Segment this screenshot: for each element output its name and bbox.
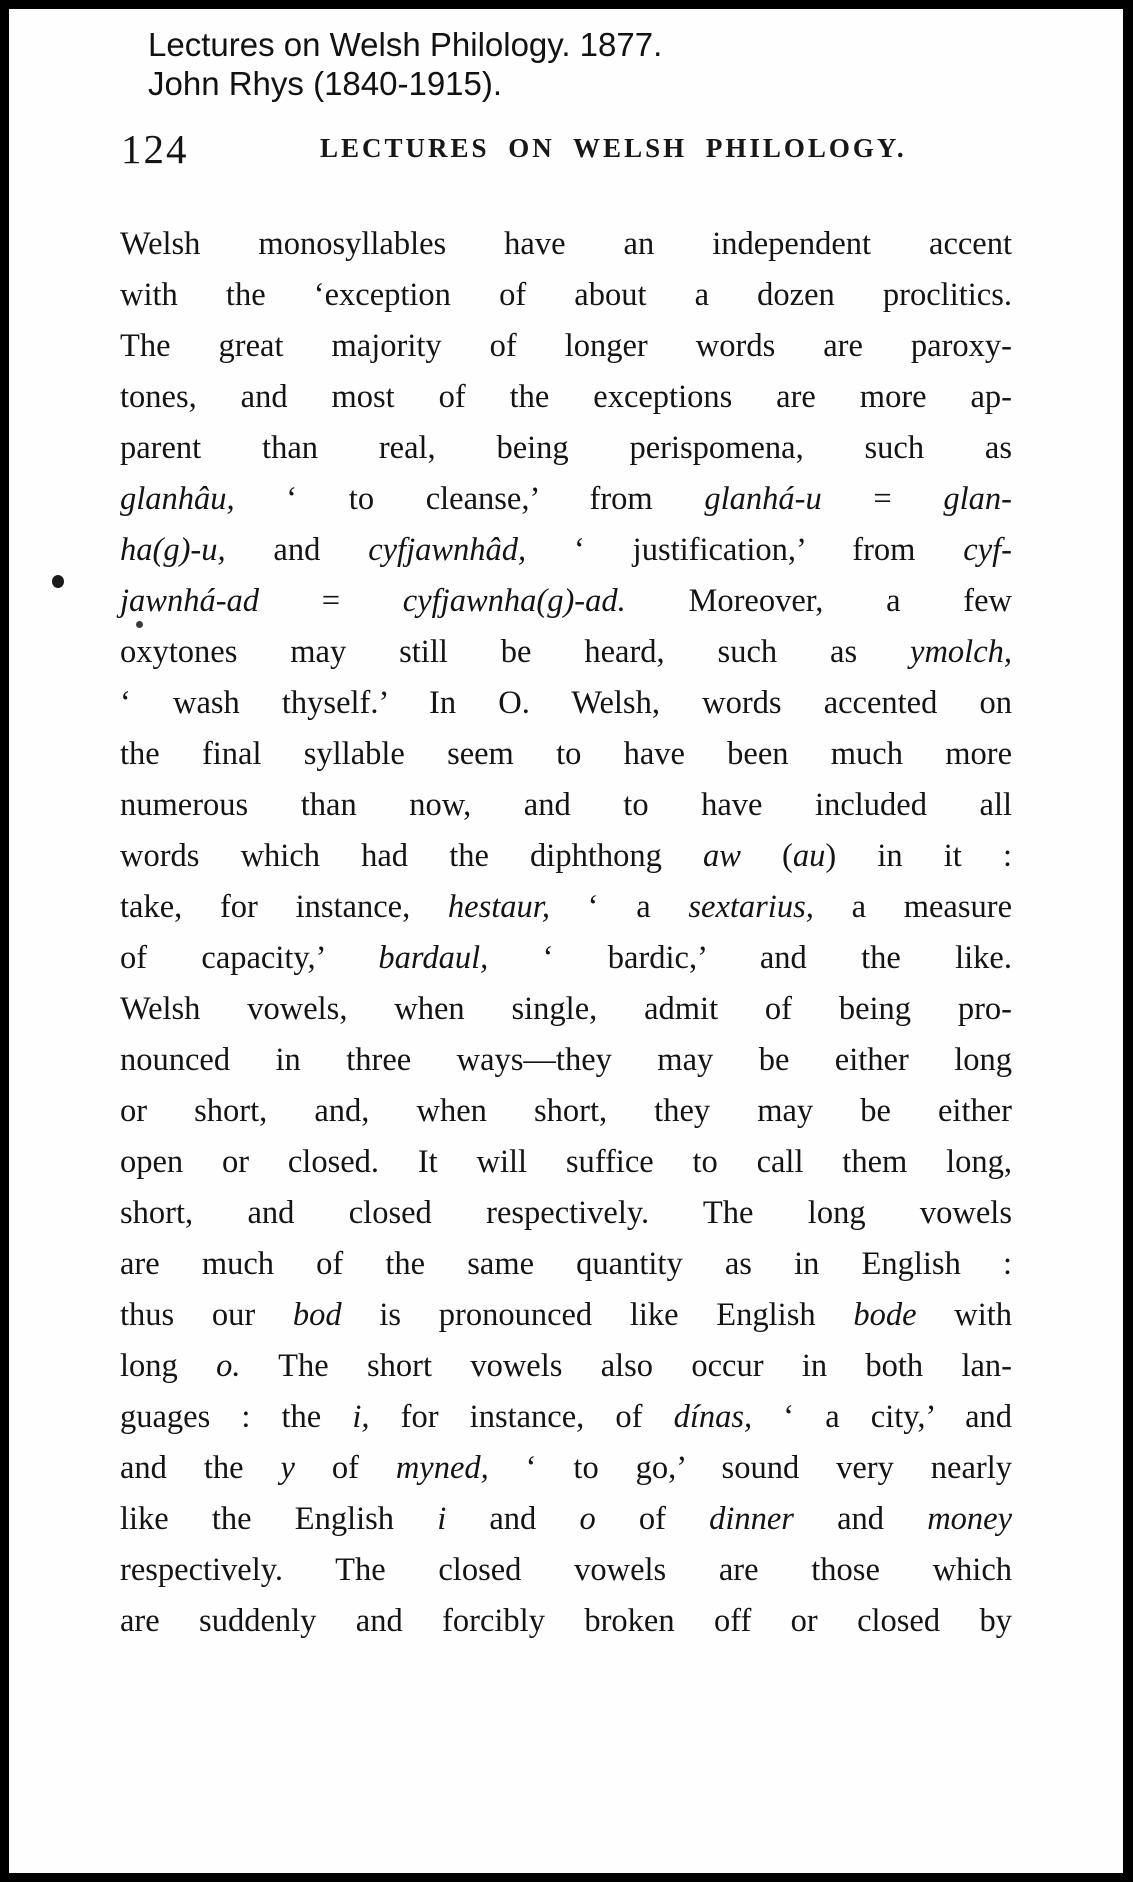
text: or short, and, when short, they may be either bbox=[120, 1093, 1012, 1129]
text-line bbox=[120, 321, 1012, 372]
text: guages : the bbox=[120, 1399, 353, 1435]
text: respectively. The closed vowels are those which bbox=[120, 1552, 1012, 1588]
italic-text: bardaul, bbox=[378, 940, 489, 976]
text-line bbox=[120, 1137, 1012, 1188]
text: ) in it : bbox=[825, 838, 1012, 874]
text-line bbox=[120, 1392, 1012, 1443]
text-line bbox=[120, 1443, 1012, 1494]
text: and bbox=[446, 1501, 580, 1537]
text: a measure bbox=[813, 889, 1013, 925]
text-line bbox=[120, 525, 1012, 576]
running-title: LECTURES ON WELSH PHILOLOGY. bbox=[320, 133, 907, 163]
text: ‘ to cleanse,’ from bbox=[234, 481, 705, 517]
text-line bbox=[120, 1035, 1012, 1086]
text: ‘ a city,’ and bbox=[752, 1399, 1012, 1435]
text-line bbox=[120, 1290, 1012, 1341]
text: with the ‘exception of about a dozen proclitics. bbox=[120, 277, 1012, 313]
text-line bbox=[120, 1596, 1012, 1647]
text-line bbox=[120, 627, 1012, 678]
text: and bbox=[793, 1501, 928, 1537]
italic-text: au bbox=[792, 838, 826, 874]
italic-text: glanhá-u bbox=[704, 481, 822, 517]
italic-text: sextarius, bbox=[688, 889, 814, 925]
ink-speck bbox=[136, 621, 143, 628]
text-line bbox=[120, 780, 1012, 831]
text: words which had the diphthong bbox=[120, 838, 703, 874]
italic-text: i bbox=[437, 1501, 447, 1537]
text-line bbox=[120, 1239, 1012, 1290]
text-line bbox=[120, 1494, 1012, 1545]
text-line bbox=[120, 1341, 1012, 1392]
text: long bbox=[120, 1348, 217, 1384]
italic-text: cyfjawnha(g)-ad. bbox=[402, 583, 626, 619]
text: take, for instance, bbox=[120, 889, 448, 925]
text: of bbox=[294, 1450, 396, 1486]
text: are suddenly and forcibly broken off or closed by bbox=[120, 1603, 1012, 1639]
text: The short vowels also occur in both lan- bbox=[240, 1348, 1013, 1384]
italic-text: ymolch, bbox=[910, 634, 1012, 670]
text: are much of the same quantity as in English : bbox=[120, 1246, 1012, 1282]
text: ‘ justification,’ from bbox=[526, 532, 964, 568]
text: with bbox=[916, 1297, 1012, 1333]
text-line bbox=[120, 474, 1012, 525]
text-line bbox=[120, 423, 1012, 474]
text-line bbox=[120, 372, 1012, 423]
text-line bbox=[120, 729, 1012, 780]
text-line bbox=[120, 831, 1012, 882]
text: ( bbox=[740, 838, 793, 874]
text: nounced in three ways—they may be either long bbox=[120, 1042, 1012, 1078]
text: = bbox=[259, 583, 403, 619]
text: ‘ wash thyself.’ In O. Welsh, words accented on bbox=[120, 685, 1012, 721]
text: and the bbox=[120, 1450, 281, 1486]
text: ‘ a bbox=[549, 889, 689, 925]
italic-text: myned, bbox=[395, 1450, 489, 1486]
text: oxytones may still be heard, such as bbox=[120, 634, 911, 670]
bibliographic-annotation bbox=[148, 25, 662, 103]
annotation-author: John Rhys (1840-1915). bbox=[148, 65, 503, 102]
book-page bbox=[9, 9, 1123, 1873]
italic-text: money bbox=[927, 1501, 1013, 1537]
italic-text: o bbox=[579, 1501, 596, 1537]
text: numerous than now, and to have included all bbox=[120, 787, 1012, 823]
text: ‘ bardic,’ and the like. bbox=[488, 940, 1012, 976]
text: = bbox=[821, 481, 944, 517]
text-line bbox=[120, 678, 1012, 729]
italic-text: i, bbox=[352, 1399, 370, 1435]
italic-text: hestaur, bbox=[447, 889, 550, 925]
text: ‘ to go,’ sound very nearly bbox=[488, 1450, 1012, 1486]
text: Welsh vowels, when single, admit of being pro- bbox=[120, 991, 1012, 1027]
text: like the English bbox=[120, 1501, 438, 1537]
text: Moreover, a few bbox=[625, 583, 1012, 619]
italic-text: glan- bbox=[943, 481, 1012, 517]
italic-text: glanhâu, bbox=[120, 481, 235, 517]
text-line bbox=[120, 1188, 1012, 1239]
page-number: 124 bbox=[121, 126, 189, 172]
text-line bbox=[120, 219, 1012, 270]
italic-text: bod bbox=[292, 1297, 342, 1333]
italic-text: o. bbox=[216, 1348, 241, 1384]
text: thus our bbox=[120, 1297, 293, 1333]
italic-text: cyf- bbox=[963, 532, 1012, 568]
text: of bbox=[595, 1501, 710, 1537]
text: Welsh monosyllables have an independent accent bbox=[120, 226, 1012, 262]
italic-text: dinner bbox=[709, 1501, 794, 1537]
italic-text: cyfjawnhâd, bbox=[368, 532, 527, 568]
text-line bbox=[120, 576, 1012, 627]
text-line bbox=[120, 1545, 1012, 1596]
text: is pronounced like English bbox=[341, 1297, 854, 1333]
text: and bbox=[225, 532, 369, 568]
italic-text: dínas, bbox=[673, 1399, 753, 1435]
text: short, and closed respectively. The long vowels bbox=[120, 1195, 1012, 1231]
text-line bbox=[120, 1086, 1012, 1137]
italic-text: jawnhá-ad bbox=[120, 583, 260, 619]
text-line bbox=[120, 984, 1012, 1035]
text-line bbox=[120, 882, 1012, 933]
text: of capacity,’ bbox=[120, 940, 379, 976]
text: open or closed. It will suffice to call them long, bbox=[120, 1144, 1012, 1180]
text: tones, and most of the exceptions are more ap- bbox=[120, 379, 1012, 415]
text-line bbox=[120, 933, 1012, 984]
text: parent than real, being perispomena, such as bbox=[120, 430, 1012, 466]
page-body bbox=[120, 219, 1012, 1647]
text: for instance, of bbox=[369, 1399, 674, 1435]
italic-text: y bbox=[280, 1450, 295, 1486]
italic-text: ha(g)-u, bbox=[120, 532, 226, 568]
italic-text: bode bbox=[853, 1297, 917, 1333]
text: the final syllable seem to have been much more bbox=[120, 736, 1012, 772]
annotation-title: Lectures on Welsh Philology. 1877. bbox=[148, 26, 663, 63]
text-line bbox=[120, 270, 1012, 321]
italic-text: aw bbox=[702, 838, 741, 874]
ink-speck bbox=[52, 575, 64, 588]
text: The great majority of longer words are paroxy- bbox=[120, 328, 1012, 364]
